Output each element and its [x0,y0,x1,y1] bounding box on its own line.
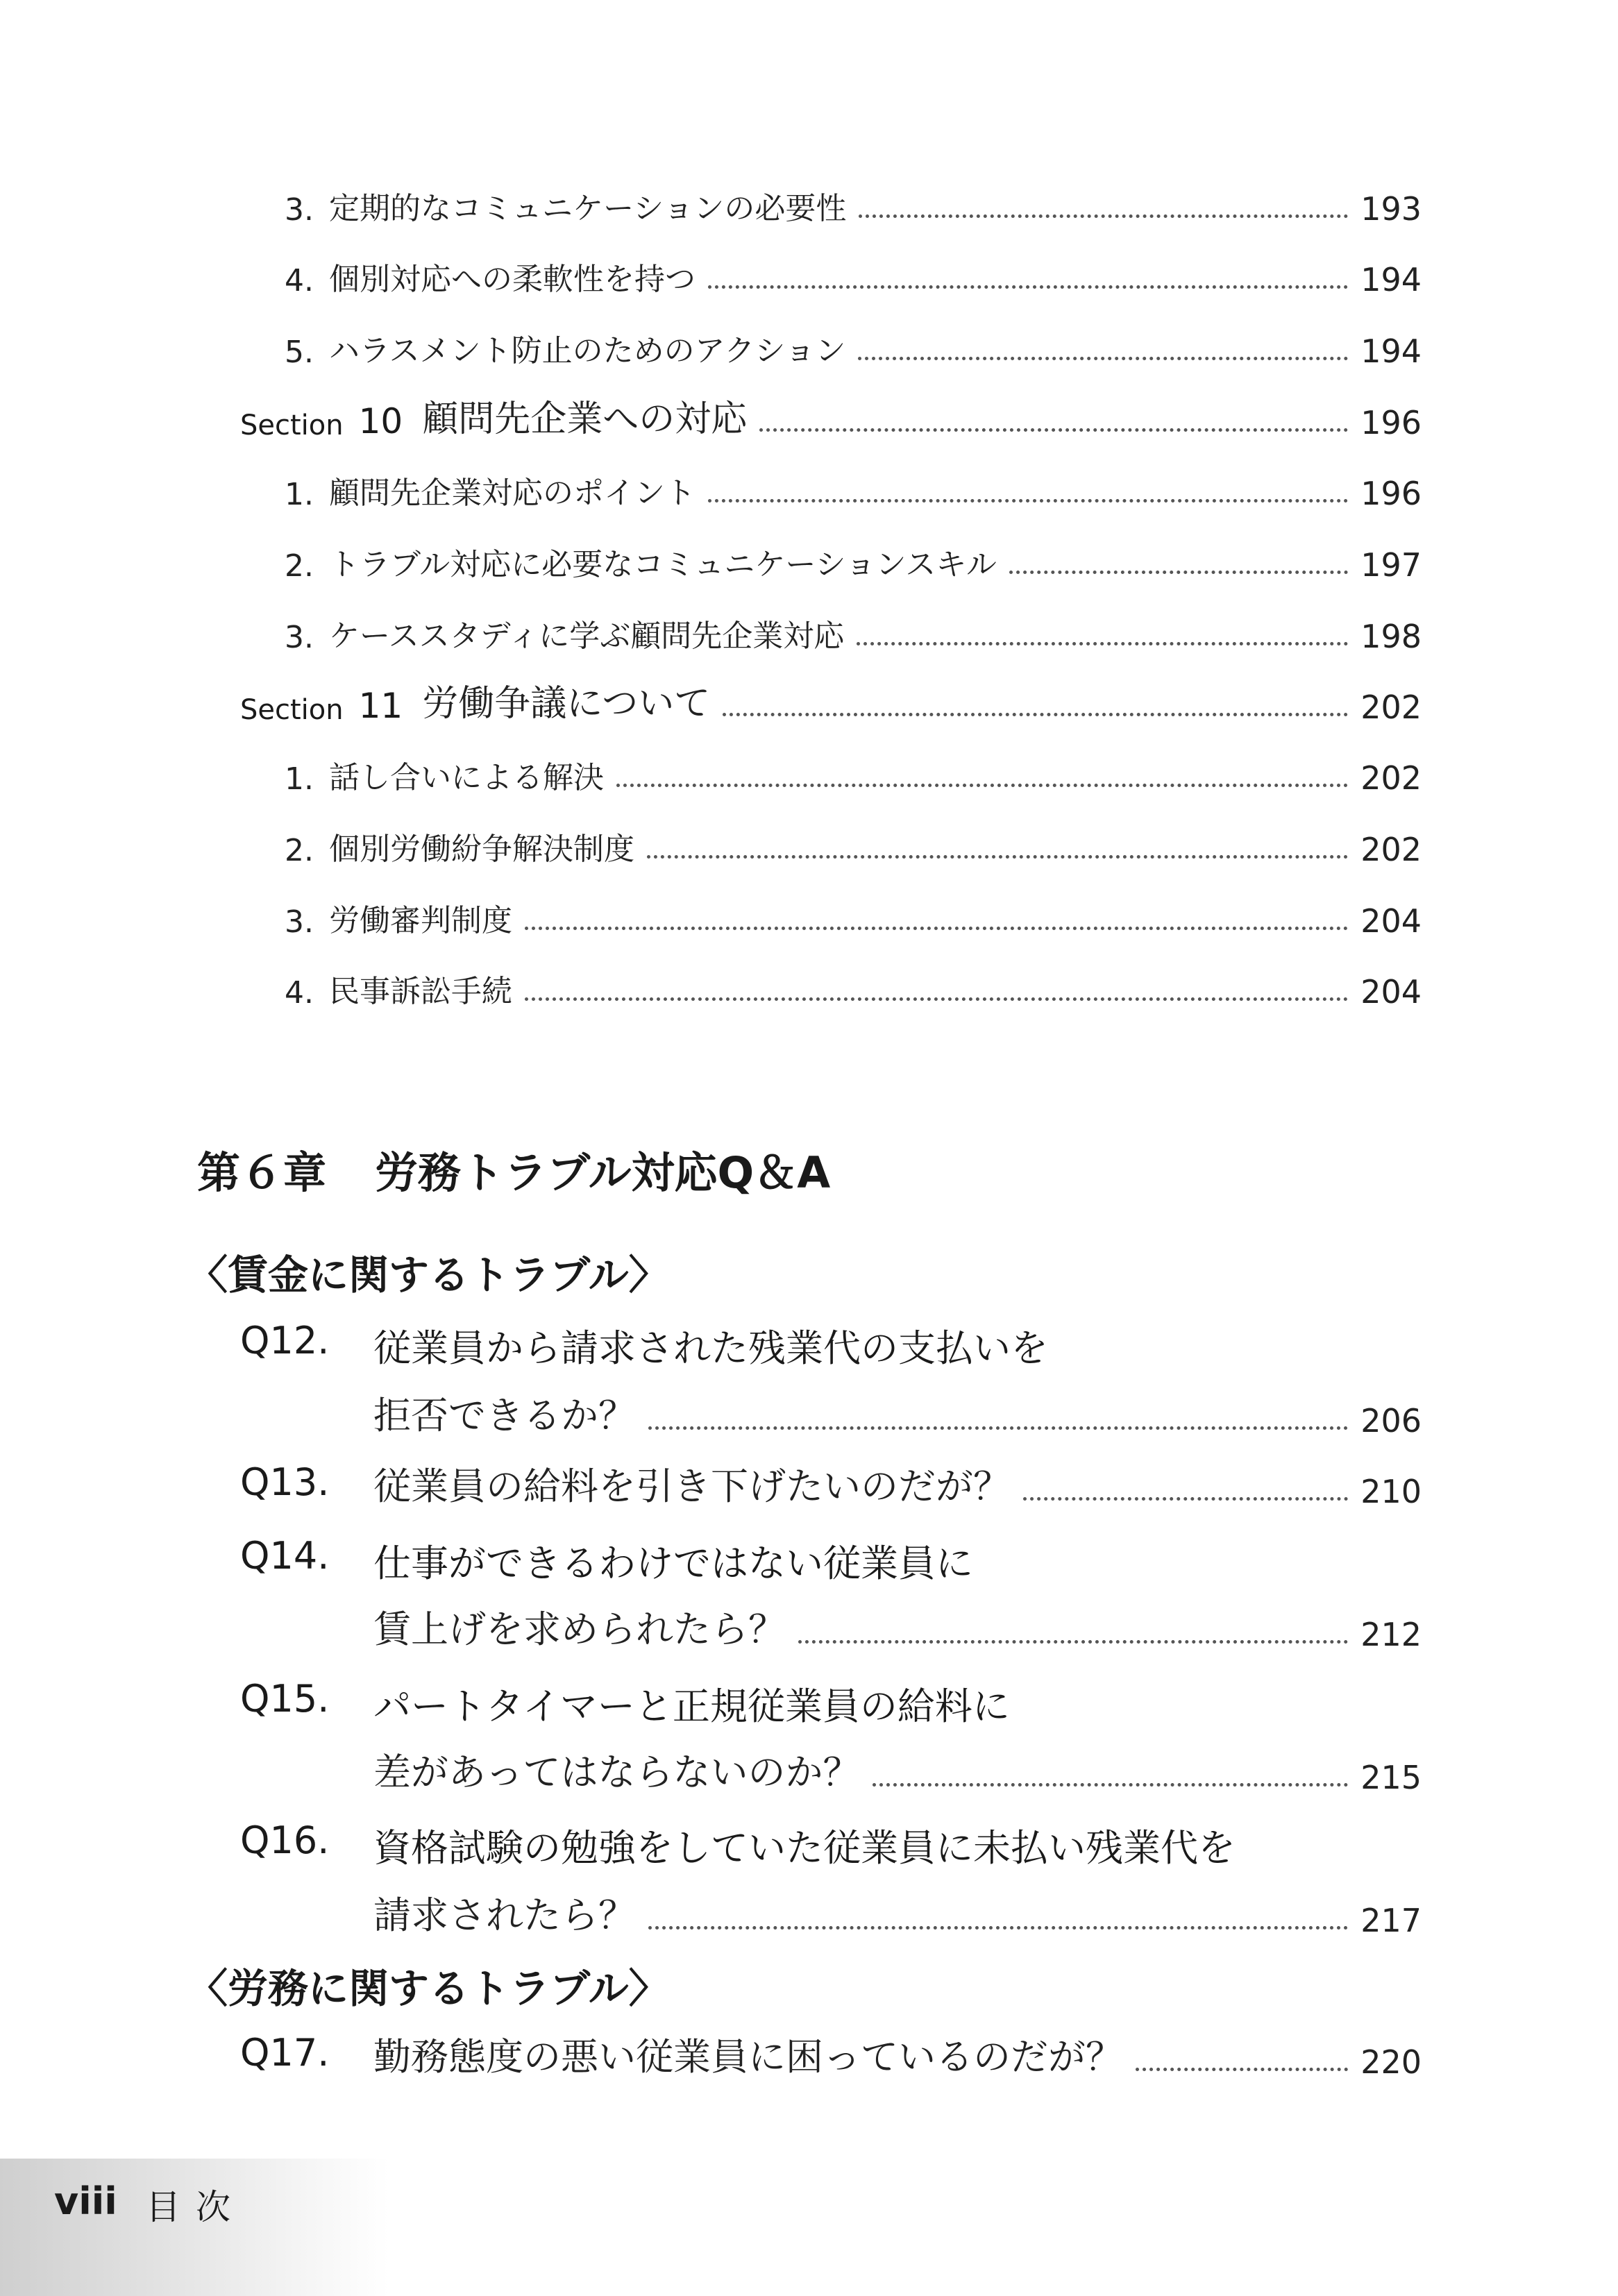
chapter-number: 第６章 [197,1147,327,1198]
dot-leader [648,1926,1348,1930]
running-title: 目次 [146,2187,246,2227]
question-entry[interactable] [373,1886,1422,1939]
toc-section-title: 顧問先企業への対応 [422,398,748,440]
page-number: 212 [1360,1616,1422,1653]
toc-entry[interactable]: 4. 個別対応への柔軟性を持つ 194 [285,250,1422,298]
toc-entry[interactable]: 2. トラブル対応に必要なコミュニケーションスキル 197 [285,535,1422,584]
toc-section-title: 労働争議について [422,683,711,725]
dot-leader [798,1640,1348,1644]
question-number: Q14. [240,1534,330,1578]
page-number: 202 [1360,689,1422,726]
toc-entry-title: ハラスメント防止のためのアクション [328,333,846,369]
toc-entry[interactable]: 3. ケーススタディに学ぶ顧問先企業対応 198 [285,607,1422,655]
category-heading: 〈賃金に関するトラブル〉 [187,1251,669,1299]
question-entry[interactable] [373,1387,1422,1440]
toc-entry-title: 話し合いによる解決 [328,760,604,795]
toc-entry[interactable]: 5. ハラスメント防止のためのアクション 194 [285,321,1422,370]
question-number: Q12. [240,1319,330,1362]
page-number: 215 [1360,1759,1422,1796]
page-number: 193 [1360,190,1422,228]
question-text: 勤務態度の悪い従業員に困っているのだが？ [373,2035,1123,2079]
dot-leader [723,713,1348,716]
toc-entry[interactable]: 4. 民事訴訟手続 204 [285,962,1422,1011]
page-number: 202 [1360,831,1422,868]
toc-entry-title: 労働審判制度 [328,903,512,938]
dot-leader [616,784,1348,787]
toc-entry-title: 定期的なコミュニケーションの必要性 [328,191,847,226]
question-text-line2: 拒否できるか？ [373,1394,636,1437]
toc-entry[interactable]: 3. 労働審判制度 204 [285,891,1422,940]
dot-leader [708,499,1348,503]
toc-entry[interactable]: 3. 定期的なコミュニケーションの必要性 193 [285,179,1422,228]
page-number: 204 [1360,902,1422,940]
dot-leader [857,642,1348,645]
toc-entry-title: 個別労働紛争解決制度 [328,832,634,867]
page-number: 220 [1360,2043,1422,2081]
toc-entry[interactable]: 1. 顧問先企業対応のポイント 196 [285,464,1422,512]
folio: viii [54,2179,117,2223]
page-number: 206 [1360,1402,1422,1440]
question-number: Q16. [240,1818,330,1862]
question-text-line2: 賃上げを求められたら？ [373,1607,786,1651]
toc-entry[interactable]: 2. 個別労働紛争解決制度 202 [285,820,1422,868]
toc-entry-title: 顧問先企業対応のポイント [328,475,696,511]
question-text: 従業員の給料を引き下げたいのだが？ [373,1464,1011,1508]
page-number: 196 [1360,475,1422,512]
dot-leader [859,214,1348,218]
question-text-line1: パートタイマーと正規従業員の給料に [373,1685,1010,1728]
dot-leader [858,357,1348,360]
dot-leader [1009,571,1348,574]
dot-leader [648,1426,1348,1430]
toc-entry-title: 個別対応への柔軟性を持つ [328,262,696,297]
dot-leader [525,997,1348,1001]
question-text-line1: 資格試験の勉強をしていた従業員に未払い残業代を [373,1826,1236,1870]
page-number: 194 [1360,261,1422,298]
question-text-line2: 請求されたら？ [373,1893,636,1937]
toc-section-entry[interactable]: Section 11 労働争議について 202 [240,677,1422,726]
question-entry[interactable] [373,1601,1422,1653]
page-number: 196 [1360,404,1422,441]
toc-entry-title: ケーススタディに学ぶ顧問先企業対応 [328,618,845,654]
dot-leader [708,285,1348,289]
toc-entry[interactable]: 1. 話し合いによる解決 202 [285,748,1422,797]
dot-leader [525,927,1348,930]
question-text-line1: 従業員から請求された残業代の支払いを [373,1326,1048,1370]
page-footer [0,2159,389,2296]
toc-entry-title: 民事訴訟手続 [328,974,512,1009]
page-number: 194 [1360,332,1422,370]
question-text-line2: 差があってはならないのか？ [373,1750,861,1794]
page-number: 217 [1360,1902,1422,1939]
chapter-title: 労務トラブル対応Q＆A [375,1147,831,1198]
question-entry[interactable] [373,1744,1422,1796]
dot-leader [1136,2068,1348,2071]
question-number: Q13. [240,1460,330,1504]
page-number: 197 [1360,546,1422,584]
page-number: 198 [1360,618,1422,655]
toc-entry-title: トラブル対応に必要なコミュニケーションスキル [328,547,997,582]
dot-leader [1023,1497,1348,1501]
question-text-line1: 仕事ができるわけではない従業員に [373,1542,973,1585]
chapter-heading [197,1138,830,1200]
toc-section-entry[interactable]: Section 10 顧問先企業への対応 196 [240,393,1422,441]
question-entry[interactable] [373,1458,1422,1510]
question-number: Q15. [240,1677,330,1721]
page-number: 210 [1360,1473,1422,1510]
question-entry[interactable] [373,2028,1422,2081]
dot-leader [647,855,1348,859]
page-number: 202 [1360,759,1422,797]
dot-leader [759,428,1348,432]
page-number: 204 [1360,973,1422,1011]
category-heading: 〈労務に関するトラブル〉 [187,1965,669,2012]
question-number: Q17. [240,2031,330,2075]
dot-leader [873,1783,1348,1787]
